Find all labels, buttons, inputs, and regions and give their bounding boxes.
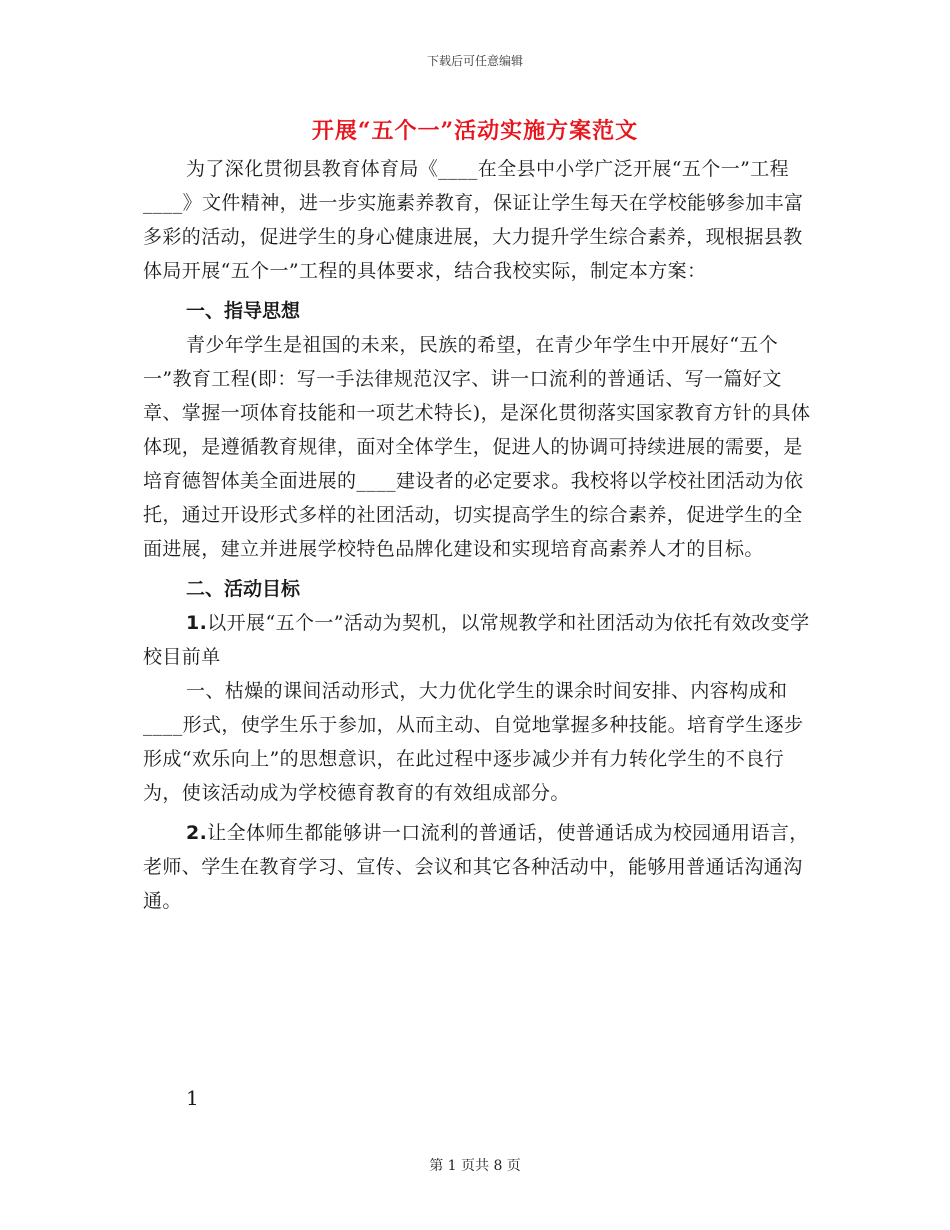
section-heading-guiding-thought: 一、指导思想 (186, 300, 301, 322)
section-heading-activity-goals: 二、活动目标 (186, 578, 301, 600)
goal-item-2 (143, 816, 818, 918)
page-footer: 第 1 页共 8 页 (429, 1158, 521, 1174)
guiding-thought-paragraph: 青少年学生是祖国的未来，民族的希望，在青少年学生中开展好“五个一”教育工程(即：写一手法律规范汉字、讲一口流利的普通话、写一篇好文章、掌握一项体育技能和一项艺术特长)，是深化贯彻落实国家教育方针的具体体现，是遵循教育规律，面对全体学生，促进人的协调可持续进展的需要，是培育德智体美全面进展的____建设者的必定要求。我校将以学校社团活动为依托，通过开设形式多样的社团活动，切实提高学生的综合素养，促进学生的全面进展，建立并进展学校特色品牌化建设和实现培育高素养人才的目标。 (143, 334, 811, 560)
goal-item-2-text: 让全体师生都能够讲一口流利的普通话，使普通话成为校园通用语言，老师、学生在教育学习、宣传、会议和其它各种活动中，能够用普通话沟通沟通。 (143, 822, 809, 912)
goal-item-2-number: 2. (186, 822, 208, 844)
document-body (143, 152, 818, 918)
document-title: 开展“五个一”活动实施方案范文 (311, 118, 639, 144)
goal-item-1 (143, 606, 818, 674)
page-number-mark: 1 (186, 1086, 199, 1110)
intro-paragraph: 为了深化贯彻县教育体育局《____在全县中小学广泛开展“五个一”工程____》文件精神，进一步实施素养教育，保证让学生每天在学校能够参加丰富多彩的活动，促进学生的身心健康进展，大力提升学生综合素养，现根据县教体局开展“五个一”工程的具体要求，结合我校实际，制定本方案： (143, 158, 804, 282)
goal-item-1-text: 以开展“五个一”活动为契机，以常规教学和社团活动为依托有效改变学校目前单 (143, 612, 810, 668)
goal-item-1-continuation: 一、枯燥的课间活动形式，大力优化学生的课余时间安排、内容构成和____形式，使学生乐于参加，从而主动、自觉地掌握多种技能。培育学生逐步形成“欢乐向上”的思想意识，在此过程中逐步减少并有力转化学生的不良行为，使该活动成为学校德育教育的有效组成部分。 (143, 680, 804, 804)
page-header-note: 下载后可任意编辑 (426, 54, 523, 68)
goal-item-1-number: 1. (186, 612, 208, 634)
